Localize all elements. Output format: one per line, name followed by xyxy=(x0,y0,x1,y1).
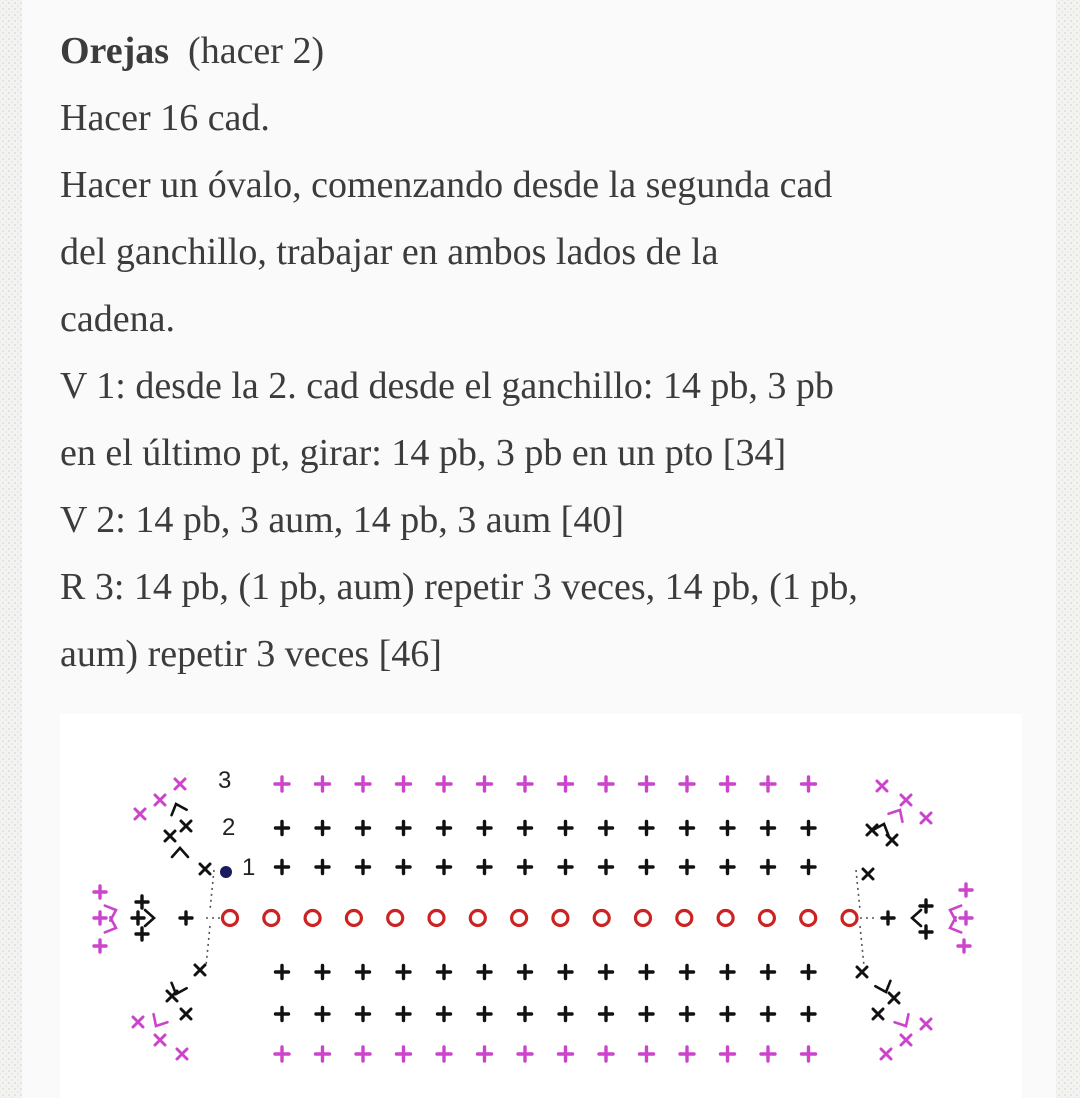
left-end-stitch xyxy=(94,940,106,952)
stitch-round-3-lower xyxy=(437,1047,451,1061)
stitch-round-1 xyxy=(276,861,289,874)
section-heading xyxy=(60,18,1050,85)
heading-title: Orejas xyxy=(60,30,170,72)
stitch-round-2-lower xyxy=(640,1008,653,1021)
stitch-round-1-lower xyxy=(357,966,370,979)
chain-stitch xyxy=(553,911,568,926)
right-end-stitch xyxy=(881,1049,891,1059)
stitch-round-3-lower xyxy=(599,1047,613,1061)
stitch-round-1-lower xyxy=(438,966,451,979)
left-end-stitch xyxy=(135,809,145,819)
stitch-round-1 xyxy=(478,861,491,874)
chain-stitch xyxy=(801,911,816,926)
left-end-stitch xyxy=(175,779,185,789)
stitch-round-2 xyxy=(802,822,815,835)
stitch-round-3-lower xyxy=(721,1047,735,1061)
stitch-round-1-lower xyxy=(721,966,734,979)
guide-line xyxy=(860,926,864,966)
stitch-round-3-lower xyxy=(680,1047,694,1061)
guide-line xyxy=(210,870,214,910)
right-end-stitch xyxy=(877,781,887,791)
stitch-round-2 xyxy=(681,822,694,835)
stitch-round-3-lower xyxy=(275,1047,289,1061)
stitch-round-1-lower xyxy=(316,966,329,979)
pattern-text xyxy=(60,18,1050,688)
instruction-line: Hacer 16 cad. xyxy=(60,97,270,139)
stitch-round-3 xyxy=(680,777,694,791)
stitch-round-3 xyxy=(559,777,573,791)
stitch-round-1-lower xyxy=(762,966,775,979)
stitch-round-3-lower xyxy=(478,1047,492,1061)
chain-stitch xyxy=(636,911,651,926)
stitch-round-2 xyxy=(600,822,613,835)
stitch-round-3 xyxy=(518,777,532,791)
right-end-stitch xyxy=(875,981,893,995)
stitch-rows xyxy=(206,777,878,1061)
stitch-round-2-lower xyxy=(802,1008,815,1021)
stitch-round-2 xyxy=(276,822,289,835)
stitch-round-3 xyxy=(356,777,370,791)
chain-stitch xyxy=(470,911,485,926)
left-end-stitch xyxy=(155,1035,165,1045)
right-end-stitch xyxy=(873,1009,883,1019)
chain-stitch xyxy=(346,911,361,926)
left-end-stitch xyxy=(132,912,144,924)
stitch-round-2 xyxy=(357,822,370,835)
stitch-round-3 xyxy=(316,777,330,791)
stitch-round-1 xyxy=(721,861,734,874)
stitch-round-2-lower xyxy=(316,1008,329,1021)
right-end-stitch xyxy=(889,806,907,822)
stitch-round-1 xyxy=(519,861,532,874)
right-end-stitch xyxy=(889,993,899,1003)
crochet-chart xyxy=(60,714,1022,1098)
stitch-round-1 xyxy=(802,861,815,874)
stitch-round-2-lower xyxy=(762,1008,775,1021)
instruction-line: aum) repetir 3 veces [46] xyxy=(60,633,442,675)
stitch-round-3-lower xyxy=(640,1047,654,1061)
chain-stitch xyxy=(512,911,527,926)
stitch-round-2-lower xyxy=(559,1008,572,1021)
left-end-stitch xyxy=(94,912,106,924)
left-end-stitch xyxy=(177,1049,187,1059)
stitch-round-3 xyxy=(275,777,289,791)
stitch-round-1 xyxy=(438,861,451,874)
stitch-round-2 xyxy=(721,822,734,835)
stitch-round-1-lower xyxy=(681,966,694,979)
left-end-stitch xyxy=(168,801,186,815)
left-end-stitch xyxy=(180,912,192,924)
chain-stitch xyxy=(305,911,320,926)
right-turn-stitches xyxy=(857,781,972,1059)
stitch-round-2-lower xyxy=(357,1008,370,1021)
stitch-round-1 xyxy=(316,861,329,874)
left-end-stitch xyxy=(136,928,148,940)
stitch-round-3 xyxy=(437,777,451,791)
right-end-stitch xyxy=(921,1019,931,1029)
stitch-round-3 xyxy=(478,777,492,791)
stitch-round-1 xyxy=(762,861,775,874)
stitch-round-3 xyxy=(802,777,816,791)
left-end-stitch xyxy=(155,795,165,805)
stitch-round-1-lower xyxy=(519,966,532,979)
right-end-stitch xyxy=(895,1014,913,1030)
stitch-round-2 xyxy=(397,822,410,835)
right-end-stitch xyxy=(901,795,911,805)
left-end-stitch xyxy=(181,821,191,831)
row-label: 2 xyxy=(222,814,236,841)
instruction-line: V 1: desde la 2. cad desde el ganchillo: 14 pb, 3 pb xyxy=(60,365,834,407)
chain-stitch xyxy=(842,911,857,926)
heading-subtitle: (hacer 2) xyxy=(188,30,325,72)
stitch-round-1 xyxy=(397,861,410,874)
slip-stitch-dot xyxy=(220,866,232,878)
instruction-line: en el último pt, girar: 14 pb, 3 pb en un pto [34] xyxy=(60,432,787,474)
chain-stitch xyxy=(429,911,444,926)
stitch-round-1 xyxy=(357,861,370,874)
stitch-round-3-lower xyxy=(802,1047,816,1061)
stitch-round-2-lower xyxy=(397,1008,410,1021)
stitch-round-2-lower xyxy=(600,1008,613,1021)
stitch-round-3 xyxy=(397,777,411,791)
right-end-stitch xyxy=(960,884,972,896)
right-end-stitch xyxy=(887,835,897,845)
stitch-round-2-lower xyxy=(519,1008,532,1021)
row-label: 3 xyxy=(218,767,232,794)
stitch-round-3 xyxy=(721,777,735,791)
stitch-round-3 xyxy=(761,777,775,791)
left-end-stitch xyxy=(200,864,210,874)
left-end-stitch xyxy=(145,910,154,926)
stitch-round-2-lower xyxy=(276,1008,289,1021)
stitch-round-1-lower xyxy=(559,966,572,979)
instruction-line: Hacer un óvalo, comenzando desde la segunda cad xyxy=(60,164,833,206)
instruction-line: R 3: 14 pb, (1 pb, aum) repetir 3 veces, 14 pb, (1 pb, xyxy=(60,566,858,608)
left-end-stitch xyxy=(136,896,148,908)
stitch-round-2 xyxy=(316,822,329,835)
left-end-stitch xyxy=(133,1017,143,1027)
instruction-line: V 2: 14 pb, 3 aum, 14 pb, 3 aum [40] xyxy=(60,499,624,541)
stitch-round-1 xyxy=(681,861,694,874)
stitch-round-1-lower xyxy=(276,966,289,979)
stitch-round-3 xyxy=(640,777,654,791)
chain-stitch xyxy=(718,911,733,926)
right-end-stitch xyxy=(947,917,961,935)
crochet-chart-svg xyxy=(60,714,1022,1098)
stitch-round-2-lower xyxy=(438,1008,451,1021)
instruction-line: cadena. xyxy=(60,298,175,340)
left-end-stitch xyxy=(181,1009,191,1019)
stitch-round-3-lower xyxy=(761,1047,775,1061)
stitch-round-3-lower xyxy=(356,1047,370,1061)
chain-stitch xyxy=(677,911,692,926)
stitch-round-2 xyxy=(559,822,572,835)
stitch-round-3-lower xyxy=(518,1047,532,1061)
stitch-round-1-lower xyxy=(397,966,410,979)
right-end-stitch xyxy=(958,940,970,952)
right-end-stitch xyxy=(857,967,867,977)
stitch-round-2-lower xyxy=(721,1008,734,1021)
right-end-stitch xyxy=(921,813,931,823)
chain-stitch xyxy=(594,911,609,926)
left-end-stitch xyxy=(105,917,119,935)
stitch-round-3-lower xyxy=(316,1047,330,1061)
left-end-stitch xyxy=(149,1014,167,1030)
guide-line xyxy=(206,926,210,966)
stitch-round-3-lower xyxy=(397,1047,411,1061)
row-label: 1 xyxy=(242,854,256,881)
stitch-round-2 xyxy=(519,822,532,835)
stitch-round-1-lower xyxy=(478,966,491,979)
right-end-stitch xyxy=(920,926,932,938)
stitch-round-2 xyxy=(762,822,775,835)
stitch-round-2-lower xyxy=(681,1008,694,1021)
stitch-round-1 xyxy=(640,861,653,874)
right-end-stitch xyxy=(863,869,873,879)
stitch-round-1-lower xyxy=(600,966,613,979)
left-end-stitch xyxy=(195,965,205,975)
right-end-stitch xyxy=(912,910,921,926)
left-turn-stitches xyxy=(94,779,210,1059)
chain-stitch xyxy=(388,911,403,926)
chain-stitch xyxy=(759,911,774,926)
right-end-stitch xyxy=(901,1035,911,1045)
stitch-round-3 xyxy=(599,777,613,791)
right-end-stitch xyxy=(960,912,972,924)
guide-line xyxy=(856,870,860,910)
stitch-round-1-lower xyxy=(802,966,815,979)
chain-stitch xyxy=(264,911,279,926)
instruction-line: del ganchillo, trabajar en ambos lados de la xyxy=(60,231,719,273)
right-end-stitch xyxy=(882,912,894,924)
stitch-round-2 xyxy=(640,822,653,835)
stitch-round-1 xyxy=(559,861,572,874)
left-end-stitch xyxy=(172,848,188,857)
left-end-stitch xyxy=(94,886,106,898)
stitch-round-1 xyxy=(600,861,613,874)
stitch-round-2 xyxy=(438,822,451,835)
stitch-round-2 xyxy=(478,822,491,835)
left-end-stitch xyxy=(165,831,175,841)
stitch-round-2-lower xyxy=(478,1008,491,1021)
stitch-round-3-lower xyxy=(559,1047,573,1061)
stitch-round-1-lower xyxy=(640,966,653,979)
chain-stitch xyxy=(223,911,238,926)
